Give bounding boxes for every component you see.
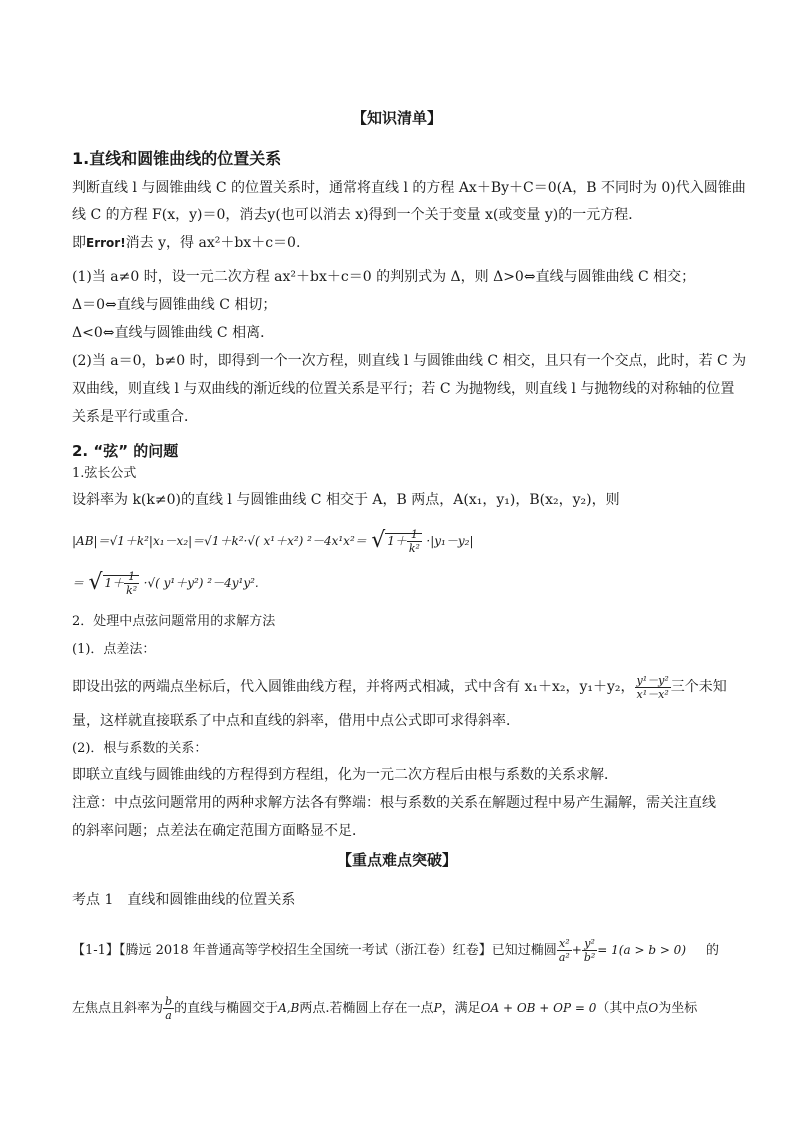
fraction: $\frac{\text{y¹－y²}}{\text{x¹－x²}}$ [636,673,669,701]
formula-part: P [433,1001,442,1015]
paragraph-line: 的斜率问题；点差法在确定范围方面略显不足． [72,823,366,839]
fraction: $\frac{b}{a}$ [165,995,173,1022]
paragraph-line: (2)当 a＝0，b≠0 时，即得到一个一次方程，则直线 l 与圆锥曲线 C 相交，且只有一个交点，此时，若 C 为 [72,353,747,369]
heading-1: 1.直线和圆锥曲线的位置关系 [72,149,282,168]
paragraph-line: 设斜率为 k(k≠0)的直线 l 与圆锥曲线 C 相交于 A，B 两点，A(x₁，y₁)，B(x₂，y₂)，则 [72,492,620,508]
text-part: 已知过椭圆 [491,943,557,958]
text-part: 左焦点且斜率为 [72,1001,164,1016]
formula-part: ·|y₁－y₂| [426,534,474,548]
formula-part: |AB|＝√1＋k²|x₁－x₂|＝√1＋k²·√( x¹＋x²) ²－4x¹x²＝ [72,534,367,548]
paragraph-line: 量，这样就直接联系了中点和直线的斜率，借用中点公式即可求得斜率． [72,713,520,729]
question-tag: 【1-1】 [72,943,119,958]
text-part: （其中点 [596,1001,649,1016]
sqrt-content: 1＋ $\frac{1}{\text{k²}}$ [104,570,138,597]
subheading: 2．处理中点弦问题常用的求解方法 [72,614,276,629]
paragraph-line: 判断直线 l 与圆锥曲线 C 的位置关系时，通常将直线 l 的方程 Ax＋By＋C＝0(A，B 不同时为 0)代入圆锥曲 [72,180,746,196]
error-text: Error! [86,236,126,250]
paragraph-line: 线 C 的方程 F(x，y)＝0，消去y(也可以消去 x)得到一个关于变量 x(或变量 y)的一元方程． [72,207,643,223]
text-part: ，满足 [441,1001,481,1016]
text-suffix: 消去 y，得 ax²＋bx＋c＝0. [125,235,301,251]
paragraph-line: Δ＝0⇔直线与圆锥曲线 C 相切； [72,297,277,313]
method-label: (1)．点差法： [72,642,156,657]
text-part: 三个未知 [670,679,727,695]
formula-part: A,B [278,1001,300,1015]
paragraph-line: (1)当 a≠0 时，设一元二次方程 ax²＋bx＋c＝0 的判别式为 Δ，则 Δ>0⇔直线与圆锥曲线 C 相交； [72,269,696,285]
formula-part: ·√( y¹＋y²) ²－4y¹y². [143,576,259,590]
fraction: $\frac{\text{x²}}{\text{a²}}$ [558,937,570,964]
method-label: (2)．根与系数的关系： [72,741,208,756]
paragraph-line: Δ<0⇔直线与圆锥曲线 C 相离． [72,325,275,341]
question-source: 【腾远 2018 年普通高等学校招生全国统一考试（浙江卷）红卷】 [118,943,492,958]
question-line [72,988,697,1028]
section-title-focus: 【重点难点突破】 [336,851,457,869]
formula-part: ＝ [72,576,85,590]
formula-part: = 1(a > b > 0) [597,943,687,957]
text-part: 的直线与椭圆交于 [174,1001,279,1016]
vector-equation: OA + OB + OP = 0 [480,1001,597,1015]
sqrt-content: 1＋ $\frac{1}{\text{k²}}$ [387,528,420,555]
text-part: 为坐标 [658,1001,698,1016]
sqrt-icon: √ [371,528,386,553]
paragraph-line: 关系是平行或重合． [72,409,198,425]
paragraph-line [72,670,727,704]
text-prefix: 即 [72,235,86,251]
paragraph-line: 双曲线，则直线 l 与双曲线的渐近线的位置关系是平行；若 C 为抛物线，则直线 l 与抛物线的对称轴的位置 [72,381,735,397]
question-line: 【1-1】【腾远 2018 年普通高等学校招生全国统一考试（浙江卷）红卷】已知过椭圆 $\frac{\text{x²}}{\text{a²}}$ + $\frac{\text{y²}}{\text{b²}}$ = 1(a > b > 0) 的 [72,937,720,964]
text-part: 即设出弦的两端点坐标后，代入圆锥曲线方程，并将两式相减，式中含有 x₁＋x₂，y₁＋y₂， [72,679,635,695]
text-part: 两点.若椭圆上存在一点 [299,1001,434,1016]
paragraph-line: 注意：中点弦问题常用的两种求解方法各有弊端：根与系数的关系在解题过程中易产生漏解，需关注直线 [72,795,716,811]
formula-line [72,524,474,558]
sqrt-icon: √ [88,570,103,595]
paragraph-line [72,233,300,253]
exam-point: 考点 1 直线和圆锥曲线的位置关系 [72,892,296,908]
fraction: $\frac{\text{y²}}{\text{b²}}$ [583,937,596,964]
paragraph-line: 即联立直线与圆锥曲线的方程得到方程组，化为一元二次方程后由根与系数的关系求解． [72,767,618,783]
text-part: 的 [706,943,720,958]
formula-line [72,566,259,600]
subheading: 1.弦长公式 [72,466,137,481]
section-title-knowledge: 【知识清单】 [351,109,442,127]
heading-2: 2. “弦” 的问题 [72,442,179,460]
formula-part: O [648,1001,659,1015]
